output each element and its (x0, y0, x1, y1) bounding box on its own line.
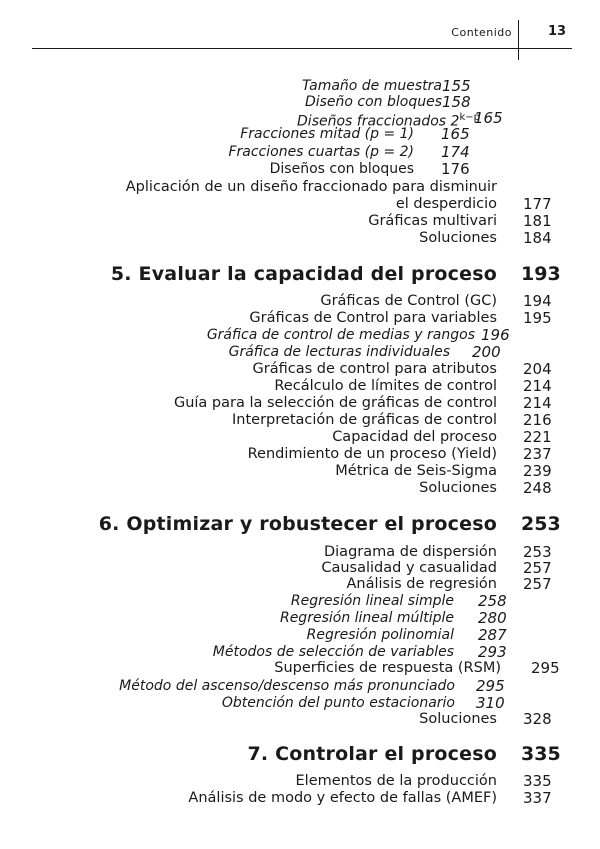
toc-entry-text: Superficies de respuesta (RSM) (274, 660, 501, 676)
toc-entry-multiline (0, 178, 600, 196)
toc-entry-text: Tamaño de muestra (302, 78, 442, 94)
toc-entry-text: Método del ascenso/descenso más pronunciado (119, 678, 455, 694)
toc-entry (0, 479, 600, 497)
formula-exponent: k−p (459, 112, 480, 123)
toc-entry-page: 295 (476, 677, 505, 695)
toc-entry (0, 677, 600, 695)
toc-entry-page: 335 (523, 772, 552, 790)
toc-entry-text: Regresión lineal múltiple (279, 610, 454, 626)
toc-entry-text: Capacidad del proceso (332, 429, 497, 445)
toc-entry-text: Recálculo de límites de control (274, 378, 497, 394)
toc-entry-page: 165 (474, 109, 503, 127)
toc-entry (0, 772, 600, 790)
toc-entry-page: 337 (523, 789, 552, 807)
toc-entry-text: Soluciones (419, 230, 497, 246)
running-header-section: Contenido (451, 26, 512, 39)
toc-entry-page: 204 (523, 360, 552, 378)
toc-entry-page: 258 (478, 592, 507, 610)
chapter-title: 7. Controlar el proceso (247, 743, 497, 765)
chapter-title: 6. Optimizar y robustecer el proceso (98, 513, 497, 535)
toc-entry-text: Análisis de modo y efecto de fallas (AMEF) (188, 790, 497, 806)
toc-entry-text: Métrica de Seis-Sigma (335, 463, 497, 479)
chapter-page: 253 (521, 513, 561, 535)
toc-entry-page: 310 (476, 694, 505, 712)
toc-entry (0, 125, 600, 143)
toc-entry (0, 326, 600, 344)
toc-entry-page: 181 (523, 212, 552, 230)
toc-entry-text: Diseños con bloques (269, 161, 414, 177)
toc-entry-page: 257 (523, 559, 552, 577)
toc-entry-page: 214 (523, 377, 552, 395)
toc-entry-page: 248 (523, 479, 552, 497)
toc-entry (0, 377, 600, 395)
toc-entry (0, 309, 600, 327)
toc-entry-page: 280 (478, 609, 507, 627)
toc-entry (0, 445, 600, 463)
toc-entry (0, 462, 600, 480)
chapter-title: 5. Evaluar la capacidad del proceso (110, 263, 497, 285)
toc-entry-text: Regresión lineal simple (290, 593, 454, 609)
toc-entry-text: Gráfica de lecturas individuales (228, 344, 450, 360)
toc-entry-text: Guía para la selección de gráficas de control (173, 395, 497, 411)
toc-entry-text: Gráfica de control de medias y rangos (206, 327, 475, 343)
toc-entry-page: 196 (481, 326, 510, 344)
toc-entry-page: 239 (523, 462, 552, 480)
toc-entry-text: Soluciones (419, 711, 497, 727)
toc-entry-multiline-cont (0, 195, 600, 213)
toc-entry (0, 575, 600, 593)
toc-entry-text: Regresión polinomial (306, 627, 454, 643)
toc-entry-page: 200 (472, 343, 501, 361)
toc-entry (0, 360, 600, 378)
toc-entry-text-line1: Aplicación de un diseño fraccionado para disminuir (125, 179, 497, 195)
toc-entry-page: 253 (523, 543, 552, 561)
toc-entry-text: Causalidad y casualidad (321, 560, 497, 576)
toc-entry-page: 214 (523, 394, 552, 412)
toc-entry-page: 221 (523, 428, 552, 446)
toc-entry (0, 592, 600, 610)
toc-entry (0, 212, 600, 230)
toc-entry (0, 710, 600, 728)
header-divider (518, 20, 519, 60)
toc-entry-text-main: Diseños fraccionados 2 (297, 113, 460, 130)
toc-entry-page: 328 (523, 710, 552, 728)
toc-entry-text: Rendimiento de un proceso (Yield) (247, 446, 497, 462)
toc-entry-text: Análisis de regresión (346, 576, 497, 592)
toc-entry (0, 143, 600, 161)
toc-entry-page: 184 (523, 229, 552, 247)
chapter-page: 335 (521, 743, 561, 765)
toc-entry (0, 343, 600, 361)
chapter-page: 193 (521, 263, 561, 285)
chapter-heading (0, 512, 600, 536)
toc-entry-text: Interpretación de gráficas de control (232, 412, 497, 428)
toc-entry-text: Diagrama de dispersión (323, 544, 497, 560)
toc-entry (0, 411, 600, 429)
toc-entry (0, 659, 600, 677)
header-rule (32, 48, 572, 49)
toc-entry-page: 293 (478, 643, 507, 661)
toc-entry (0, 394, 600, 412)
toc-entry-text: Elementos de la producción (295, 773, 497, 789)
toc-entry-page: 287 (478, 626, 507, 644)
toc-entry (0, 609, 600, 627)
toc-entry (0, 626, 600, 644)
toc-entry-text: Gráficas de control para atributos (252, 361, 497, 377)
chapter-heading (0, 742, 600, 766)
chapter-heading (0, 262, 600, 286)
toc-entry-page: 295 (531, 659, 560, 677)
toc-entry-page: 174 (441, 143, 470, 161)
toc-entry-page: 257 (523, 575, 552, 593)
toc-entry-text: Obtención del punto estacionario (221, 695, 455, 711)
toc-entry-page: 177 (523, 195, 552, 213)
toc-entry-page: 195 (523, 309, 552, 327)
toc-entry-text-line2: el desperdicio (395, 196, 497, 212)
toc-entry (0, 789, 600, 807)
toc-entry-text: Gráficas multivari (368, 213, 497, 229)
toc-entry-page: 158 (442, 93, 471, 111)
toc-entry-text: Fracciones mitad (p = 1) (240, 126, 414, 142)
toc-entry-page: 165 (441, 125, 470, 143)
toc-entry-page: 194 (523, 292, 552, 310)
toc-entry-page: 155 (442, 77, 471, 95)
toc-entry-text: Soluciones (419, 480, 497, 496)
toc-entry-page: 237 (523, 445, 552, 463)
page-number: 13 (548, 24, 567, 39)
toc-entry-page: 176 (441, 160, 470, 178)
toc-entry-text: Diseño con bloques (304, 94, 442, 110)
toc-entry (0, 292, 600, 310)
toc-entry-text: Métodos de selección de variables (212, 644, 454, 660)
toc-entry (0, 229, 600, 247)
toc-entry-page: 216 (523, 411, 552, 429)
toc-entry (0, 428, 600, 446)
toc-entry-text: Gráficas de Control (GC) (320, 293, 497, 309)
toc-entry-text: Gráficas de Control para variables (249, 310, 497, 326)
toc-entry (0, 160, 600, 178)
toc-entry-text: Fracciones cuartas (p = 2) (228, 144, 414, 160)
